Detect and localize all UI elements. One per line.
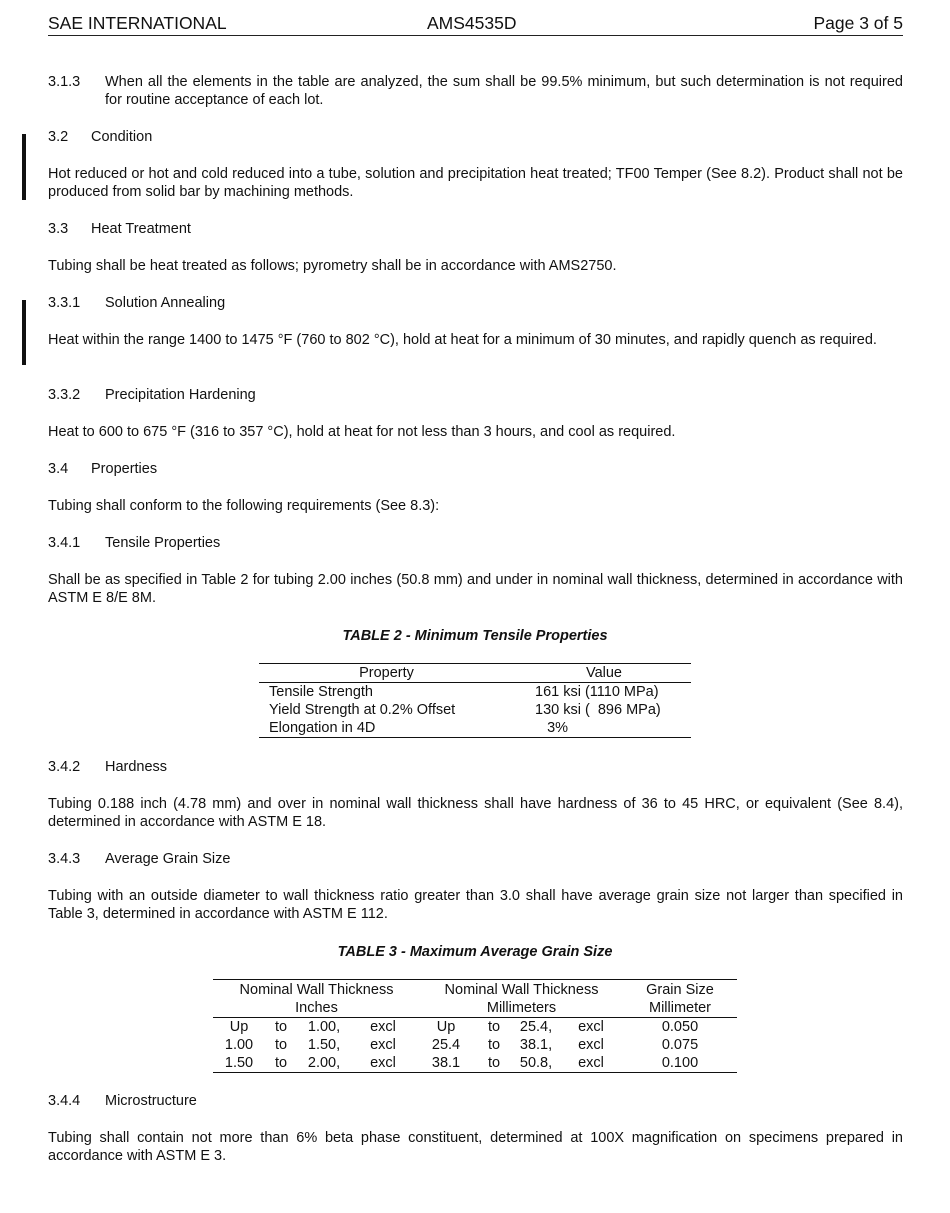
column-header-line: Millimeter	[648, 1000, 712, 1016]
table-cell: Up	[229, 1019, 249, 1035]
section-number: 3.4.1	[48, 535, 81, 551]
table-row	[213, 1018, 737, 1036]
column-header: Value	[585, 665, 622, 681]
table-cell: excl	[370, 1019, 396, 1035]
section-title: Tensile Properties	[105, 535, 221, 551]
paragraph-3-4: Tubing shall conform to the following requirements (See 8.3):	[48, 498, 440, 514]
table-cell: 38.1	[431, 1055, 461, 1071]
column-header	[213, 981, 420, 1017]
paragraph-3-3: Tubing shall be heat treated as follows; pyrometry shall be in accordance with AMS2750.	[48, 258, 617, 274]
section-number: 3.4.4	[48, 1093, 81, 1109]
section-title: Precipitation Hardening	[105, 387, 256, 403]
section-title: Microstructure	[105, 1093, 197, 1109]
table-cell: 3%	[535, 720, 569, 736]
section-title: Average Grain Size	[105, 851, 231, 867]
paragraph-3-4-2: Tubing 0.188 inch (4.78 mm) and over in nominal wall thickness shall have hardness of 36 to 45 HRC, or equivalent (See 8.4), determined in accordance with ASTM E 18.	[48, 796, 903, 830]
heading-3-4-2	[48, 758, 167, 776]
heading-3-4	[48, 460, 157, 478]
section-number: 3.3.1	[48, 295, 81, 311]
table-cell: 0.050	[661, 1019, 699, 1035]
table-cell: 2.00,	[307, 1055, 341, 1071]
column-header: Property	[359, 665, 414, 681]
section-number: 3.3	[48, 221, 69, 237]
table-cell: Yield Strength at 0.2% Offset	[269, 702, 456, 718]
heading-3-2	[48, 128, 152, 146]
table-cell: excl	[370, 1037, 396, 1053]
change-bar	[22, 134, 26, 200]
table-row	[259, 683, 691, 701]
table-cell: 25.4,	[519, 1019, 553, 1035]
table-cell: Tensile Strength	[269, 684, 373, 700]
section-title: Hardness	[105, 759, 168, 775]
table-3-caption: TABLE 3 - Maximum Average Grain Size	[337, 944, 613, 960]
table-cell: excl	[578, 1037, 604, 1053]
paragraph-3-4-1: Shall be as specified in Table 2 for tubing 2.00 inches (50.8 mm) and under in nominal wall thickness, determined in accordance with ASTM E 8/E 8M.	[48, 572, 903, 606]
paragraph-3-1-3	[48, 73, 903, 109]
section-number: 3.3.2	[48, 387, 81, 403]
section-number: 3.4	[48, 461, 69, 477]
paragraph-3-4-4: Tubing shall contain not more than 6% beta phase constituent, determined at 100X magnification on specimens prepared in accordance with ASTM E 3.	[48, 1130, 903, 1164]
header-page-number: Page 3 of 5	[813, 13, 903, 33]
table-2-caption: TABLE 2 - Minimum Tensile Properties	[342, 628, 608, 644]
table-2	[259, 663, 691, 738]
change-bar	[22, 300, 26, 365]
table-cell: to	[274, 1019, 288, 1035]
heading-3-3	[48, 220, 191, 238]
table-cell: excl	[370, 1055, 396, 1071]
table-row	[259, 701, 691, 719]
paragraph-3-3-2: Heat to 600 to 675 °F (316 to 357 °C), hold at heat for not less than 3 hours, and cool as required.	[48, 424, 676, 440]
table-cell: excl	[578, 1055, 604, 1071]
column-header-line: Grain Size	[646, 982, 714, 998]
table-cell: to	[487, 1037, 501, 1053]
table-cell: Up	[436, 1019, 456, 1035]
table-header-row	[259, 664, 691, 683]
table-cell: to	[487, 1055, 501, 1071]
section-number: 3.1.3	[48, 74, 81, 90]
header-org: SAE INTERNATIONAL	[48, 13, 227, 33]
table-cell: 1.00,	[307, 1019, 341, 1035]
section-title: Heat Treatment	[91, 221, 191, 237]
table-cell: Elongation in 4D	[269, 720, 376, 736]
section-number: 3.4.3	[48, 851, 81, 867]
column-header-line: Millimeters	[486, 1000, 557, 1016]
table-header-row	[213, 980, 737, 1018]
paragraph-3-3-1: Heat within the range 1400 to 1475 °F (760 to 802 °C), hold at heat for a minimum of 30 minutes, and rapidly quench as required.	[48, 332, 877, 348]
heading-3-3-1	[48, 294, 225, 312]
section-title: Condition	[91, 129, 153, 145]
paragraph-text: When all the elements in the table are analyzed, the sum shall be 99.5% minimum, but such determination is not required for routine acceptance of each lot.	[105, 74, 903, 108]
section-number: 3.4.2	[48, 759, 81, 775]
table-cell: 0.100	[661, 1055, 699, 1071]
table-cell: 1.00	[224, 1037, 254, 1053]
section-title: Solution Annealing	[105, 295, 226, 311]
table-cell: to	[274, 1055, 288, 1071]
heading-3-4-3	[48, 850, 230, 868]
heading-3-4-4	[48, 1092, 197, 1110]
section-number: 3.2	[48, 129, 69, 145]
table-3	[213, 979, 737, 1073]
header-doc-id: AMS4535D	[427, 13, 517, 33]
table-cell: excl	[578, 1019, 604, 1035]
column-header-line: Nominal Wall Thickness	[239, 982, 394, 998]
heading-3-4-1	[48, 534, 220, 552]
heading-3-3-2	[48, 386, 256, 404]
table-cell: 1.50,	[307, 1037, 341, 1053]
table-cell: 38.1,	[519, 1037, 553, 1053]
page-header	[48, 13, 903, 36]
table-row	[213, 1036, 737, 1054]
table-cell: 25.4	[431, 1037, 461, 1053]
table-cell: to	[487, 1019, 501, 1035]
table-cell: 50.8,	[519, 1055, 553, 1071]
table-row	[259, 719, 691, 738]
table-row	[213, 1054, 737, 1073]
section-title: Properties	[91, 461, 158, 477]
column-header-line: Inches	[295, 1000, 338, 1016]
paragraph-3-4-3: Tubing with an outside diameter to wall thickness ratio greater than 3.0 shall have average grain size not larger than specified in Table 3, determined in accordance with ASTM E 112.	[48, 888, 903, 922]
table-cell: 1.50	[224, 1055, 254, 1071]
table-cell: 130 ksi ( 896 MPa)	[535, 702, 661, 718]
table-cell: to	[274, 1037, 288, 1053]
column-header	[420, 981, 623, 1017]
table-cell: 0.075	[661, 1037, 699, 1053]
column-header	[623, 981, 737, 1017]
paragraph-3-2: Hot reduced or hot and cold reduced into a tube, solution and precipitation heat treated; TF00 Temper (See 8.2). Product shall not be produced from solid bar by machining methods.	[48, 166, 903, 200]
column-header-line: Nominal Wall Thickness	[444, 982, 599, 998]
table-cell: 161 ksi (1110 MPa)	[535, 684, 659, 700]
